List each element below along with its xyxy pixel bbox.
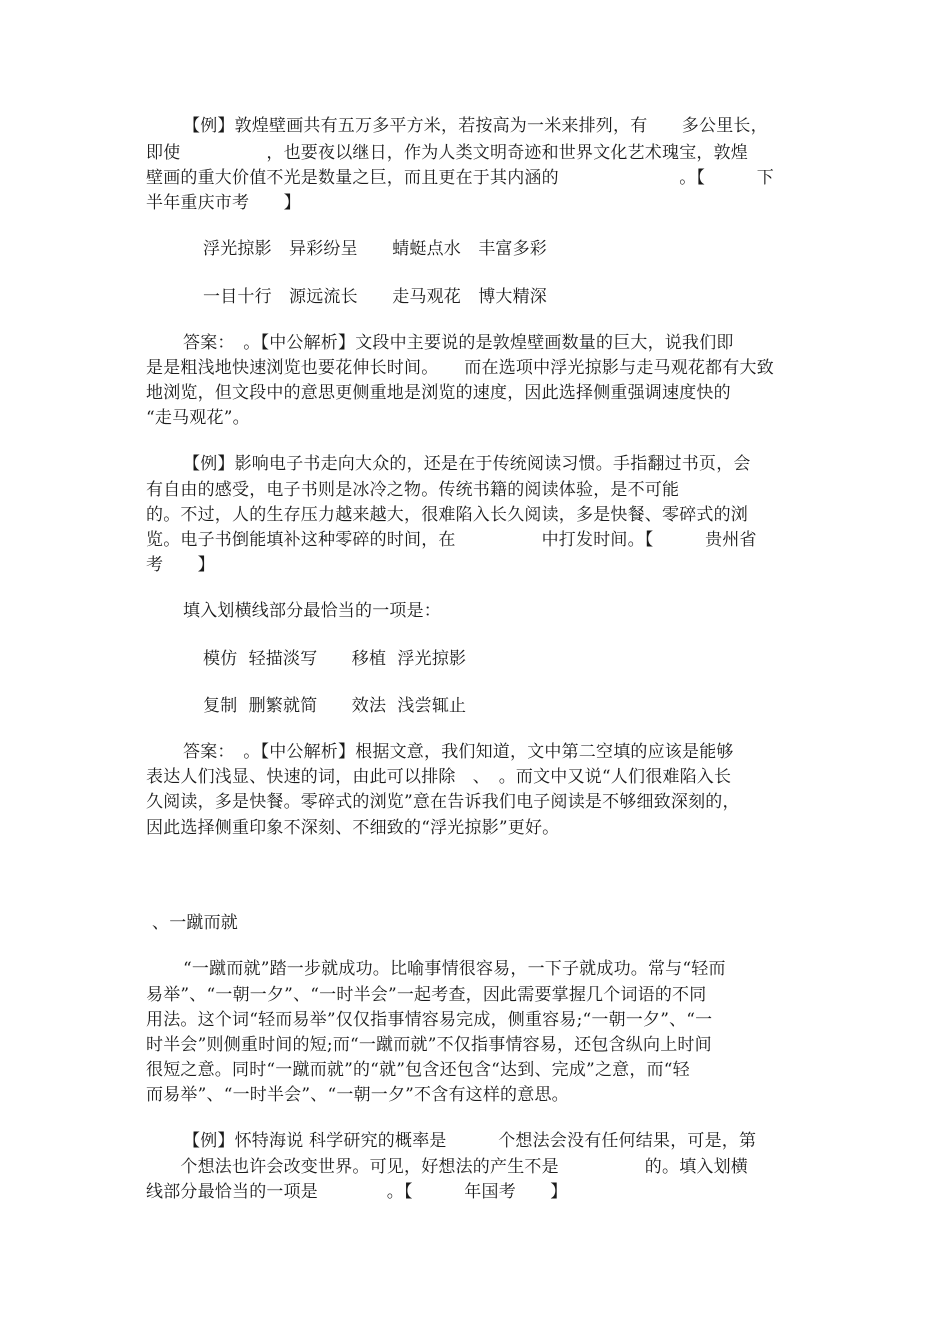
example2-option-row-1: 模仿 轻描淡写 移植 浮光掠影: [203, 649, 467, 669]
example2-line-3: 的。不过，人的生存压力越来越大，很难陷入长久阅读，多是快餐、零碎式的浏: [146, 505, 748, 525]
example1-line-1: 【例】敦煌壁画共有五万多平方米，若按高为一米来排列，有 多公里长，: [183, 116, 768, 136]
example1-line-3: 壁画的重大价值不光是数量之巨，而且更在于其内涵的 。【 下: [146, 168, 774, 188]
example3-line-2: 个想法也许会改变世界。可见，好想法的产生不是 的。填入划横: [146, 1157, 748, 1177]
example1-answer-line-3: 地浏览，但文段中的意思更侧重地是浏览的速度，因此选择侧重强调速度快的: [146, 383, 731, 403]
example1-line-4: 半年重庆市考 】: [146, 193, 301, 213]
section-line-4: 时半会”则侧重时间的短;而“一蹴而就”不仅指事情容易，还包含纵向上时间: [146, 1035, 712, 1055]
example2-line-2: 有自由的感受，电子书则是冰冷之物。传统书籍的阅读体验，是不可能: [146, 480, 680, 500]
example2-answer-line-3: 久阅读，多是快餐。零碎式的浏览”意在告诉我们电子阅读是不够细致深刻的，: [146, 792, 740, 812]
example2-answer-line-4: 因此选择侧重印象不深刻、不细致的“浮光掠影”更好。: [146, 818, 560, 838]
example1-answer-line-1: 答案： 。【中公解析】文段中主要说的是敦煌壁画数量的巨大，说我们即: [183, 333, 734, 353]
example2-answer-line-2: 表达人们浅显、快速的词，由此可以排除 、 。而文中又说“人们很难陷入长: [146, 767, 732, 787]
example1-option-row-1: 浮光掠影 异彩纷呈 蜻蜓点水 丰富多彩: [203, 239, 547, 259]
example3-line-1: 【例】怀特海说 科学研究的概率是 个想法会没有任何结果，可是，第: [183, 1131, 757, 1151]
example2-prompt: 填入划横线部分最恰当的一项是：: [183, 601, 441, 621]
section-line-1: “一蹴而就”踏一步就成功。比喻事情很容易，一下子就成功。常与“轻而: [183, 959, 726, 979]
example2-line-1: 【例】影响电子书走向大众的，还是在于传统阅读习惯。手指翻过书页，会: [183, 454, 751, 474]
section-line-5: 很短之意。同时“一蹴而就”的“就”包含还包含“达到、完成”之意，而“轻: [146, 1060, 690, 1080]
example2-line-5: 考 】: [146, 555, 215, 575]
section-line-2: 易举”、“一朝一夕”、“一时半会”一起考查，因此需要掌握几个词语的不同: [146, 985, 707, 1005]
example1-option-row-2: 一目十行 源远流长 走马观花 博大精深: [203, 287, 547, 307]
section-line-3: 用法。这个词“轻而易举”仅仅指事情容易完成，侧重容易;“一朝一夕”、“一: [146, 1010, 713, 1030]
example3-line-3: 线部分最恰当的一项是 。【 年国考 】: [146, 1182, 568, 1202]
example1-line-2: 即使 ，也要夜以继日，作为人类文明奇迹和世界文化艺术瑰宝，敦煌: [146, 143, 748, 163]
example2-line-4: 览。电子书倒能填补这种零碎的时间，在 中打发时间。【 贵州省: [146, 530, 757, 550]
example2-answer-line-1: 答案： 。【中公解析】根据文意，我们知道，文中第二空填的应该是能够: [183, 742, 734, 762]
section-heading: 、一蹴而就: [152, 913, 238, 933]
example1-answer-line-4: “走马观花”。: [146, 408, 250, 428]
section-line-6: 而易举”、“一时半会”、“一朝一夕”不含有这样的意思。: [146, 1085, 569, 1105]
example1-answer-line-2: 是是粗浅地快速浏览也要花伸长时间。 而在选项中浮光掠影与走马观花都有大致: [146, 358, 774, 378]
example2-option-row-2: 复制 删繁就简 效法 浅尝辄止: [203, 696, 467, 716]
